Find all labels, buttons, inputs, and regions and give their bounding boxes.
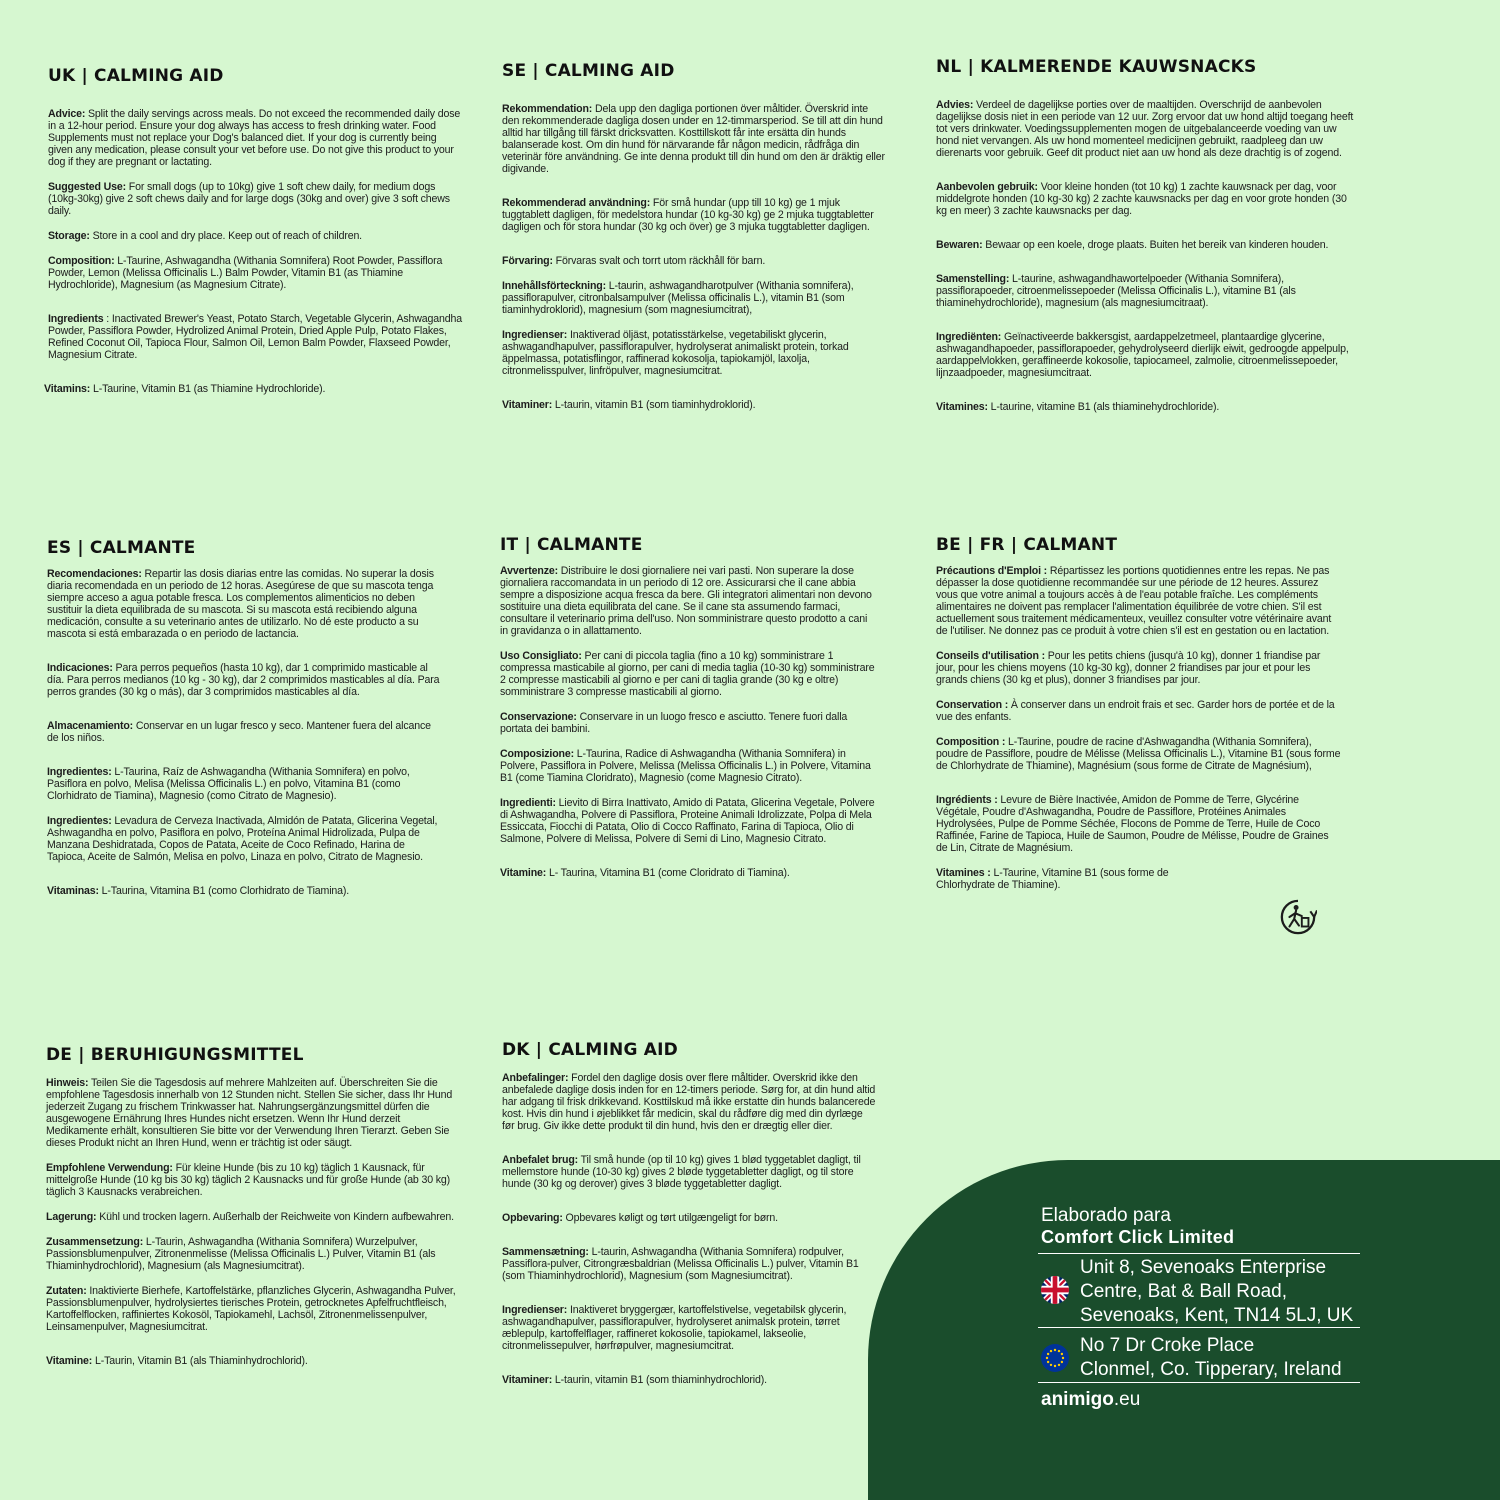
info-vitamins: Vitaminer: L-taurin, vitamin B1 (som tiaminhydroklorid). xyxy=(502,399,756,411)
manufacturer-info-box xyxy=(868,1160,1500,1500)
info-ingredients: Ingredientes: Levadura de Cerveza Inactivada, Almidón de Patata, Glicerina Vegetal, Ashwagandha en polvo, Pasiflora en polvo, Proteína Animal Hidrolizada, Pulpa de Manzana Deshidratada, Copos de Patata, Aceite de Coco Refinado, Harina de Tapioca, Aceite de Salmón, Melisa en polvo, Linaza en polvo, Citrato de Magnesio. xyxy=(47,815,438,863)
divider xyxy=(1038,1253,1360,1254)
info-recommendation: Recomendaciones: Repartir las dosis diarias entre las comidas. No superar la dosis diaria recomendada en un periodo de 12 horas. Asegúrese de que su mascota tenga siempre acceso a agua potable fresca. Los complementos alimenticios no deben sustituir la dieta equilibrada de su mascota. Si su mascota está recibiendo alguna medicación, consulte a su veterinario antes de utilizarlo. No dé este producto a su mascota si está embarazada o en periodo de lactancia. xyxy=(47,568,434,640)
panel-it xyxy=(500,535,875,892)
info-vitamins: Vitamines: L-taurine, vitamine B1 (als thiaminehydrochloride). xyxy=(936,401,1220,413)
panel-title: UK | CALMING AID xyxy=(48,66,224,86)
info-suggested-use: Aanbevolen gebruik: Voor kleine honden (tot 10 kg) 1 zachte kauwsnack per dag, voor middelgrote honden (10 kg-30 kg) 2 zachte kauwsnacks per dag en voor grote honden (30 kg en meer) 3 zachte kauwsnacks per dag. xyxy=(936,181,1347,217)
info-advice: Advies: Verdeel de dagelijkse porties over de maaltijden. Overschrijd de aanbevolen dagelijkse dosis niet in een periode van 12 uur. Zorg ervoor dat uw hond altijd toegang heeft tot vers drinkwater. Voedingssupplementen mogen de uitgebalanceerde voeding van uw hond niet vervangen. Als uw hond momenteel medicijnen gebruikt, raadpleeg dan uw dierenarts voor gebruik. Geef dit product niet aan uw hond als deze drachtig is of zogend. xyxy=(936,99,1354,159)
info-ingredients: Ingredients : Inactivated Brewer's Yeast, Potato Starch, Vegetable Glycerin, Ashwagandha Powder, Passiflora Powder, Hydrolized Animal Protein, Dried Apple Pulp, Potato Flakes, Refined Coconut Oil, Tapioca Flour, Salmon Oil, Lemon Balm Powder, Flaxseed Powder, Magnesium Citrate. xyxy=(48,313,462,361)
info-ingredients: Ingrediënten: Geïnactiveerde bakkersgist, aardappelzetmeel, plantaardige glycerine, ashwagandhapoeder, passiflorapoeder, gehydrolyseerd dierlijk eiwit, gedroogde appelpulp, aardappelvlokken, geraffineerde kokosolie, tapiocameel, zalmolie, citroenmelissepoeder, lijnzaadpoeder, magnesiumcitraat. xyxy=(936,331,1349,379)
info-composition: Ingredientes: L-Taurina, Raíz de Ashwagandha (Withania Somnifera) en polvo, Pasiflora en polvo, Melisa (Melissa Officinalis L.) en polvo, Vitamina B1 (como Clorhidrato de Tiamina), Magnesio (como Citrato de Magnesio). xyxy=(47,766,410,802)
info-advice: Anbefalinger: Fordel den daglige dosis over flere måltider. Overskrid ikke den anbefalede daglige dosis inden for en 12-timers periode. Sørg for, at din hund altid har adgang til frisk drikkevand. Kosttilskud må ikke erstatte din hunds balancerede kost. Hvis din hund i øjeblikket får medicin, skal du rådføre dig med din dyrlæge før brug. Giv ikke dette produkt til din hund, hvis den er drægtig eller dier. xyxy=(502,1072,876,1132)
info-storage: Storage: Store in a cool and dry place. Keep out of reach of children. xyxy=(48,230,362,242)
info-advice: Advice: Split the daily servings across meals. Do not exceed the recommended daily dose in a 12-hour period. Ensure your dog always has access to fresh drinking water. Food Supplements must not replace your Dog's balanced diet. If your dog is currently being given any medication, please consult your vet before use. Do not give this product to your dog if they are pregnant or lactating. xyxy=(48,108,461,168)
address-line: Unit 8, Sevenoaks Enterprise xyxy=(1080,1257,1327,1278)
divider xyxy=(1038,1382,1360,1383)
info-suggested-use: Indicaciones: Para perros pequeños (hasta 10 kg), dar 1 comprimido masticable al día. Para perros medianos (10 kg - 30 kg), dar 2 comprimidos masticables al día. Para perros grandes (30 kg o más), dar 3 comprimidos masticables al día. xyxy=(47,662,440,698)
panel-title: DK | CALMING AID xyxy=(502,1040,678,1060)
eu-address xyxy=(1080,1334,1342,1382)
info-composition: Innehållsförteckning: L-taurin, ashwagandharotpulver (Withania somnifera), passiflorapulver, citronbalsampulver (Melissa officinalis L.), vitamin B1 (som tiaminhydroklorid), magnesium (som magnesiumcitrat), xyxy=(502,280,854,316)
info-vitamins: Vitamine: L- Taurina, Vitamina B1 (come Cloridrato di Tiamina). xyxy=(500,867,790,879)
info-vitamins: Vitamins: L-Taurine, Vitamin B1 (as Thiamine Hydrochloride). xyxy=(44,383,326,395)
address-line: No 7 Dr Croke Place xyxy=(1080,1335,1255,1356)
panel-de xyxy=(46,1045,456,1380)
info-advice: Hinweis: Teilen Sie die Tagesdosis auf mehrere Mahlzeiten auf. Überschreiten Sie die empfohlene Tagesdosis innerhalb von 12 Stunden nicht. Stellen Sie sicher, dass Ihr Hund jederzeit Zugang zu frischem Trinkwasser hat. Nahrungsergänzungsmittel dürfen die ausgewogene Ernährung Ihres Hundes nicht ersetzen. Wenn Ihr Hund derzeit Medikamente erhält, konsultieren Sie bitte vor der Verwendung Ihren Tierarzt. Geben Sie dieses Produkt nicht an Ihren Hund, wenn er trächtig ist oder säugt. xyxy=(46,1077,453,1149)
info-vitamins: Vitaminer: L-taurin, vitamin B1 (som thiaminhydrochlorid). xyxy=(502,1374,767,1386)
info-storage: Conservazione: Conservare in un luogo fresco e asciutto. Tenere fuori dalla portata dei bambini. xyxy=(500,711,848,735)
eu-flag-icon xyxy=(1041,1344,1069,1372)
address-line: Centre, Bat & Ball Road, xyxy=(1080,1281,1287,1302)
info-storage: Lagerung: Kühl und trocken lagern. Außerhalb der Reichweite von Kindern aufbewahren. xyxy=(46,1211,454,1223)
panel-se xyxy=(502,61,887,424)
panel-title: BE | FR | CALMANT xyxy=(936,535,1118,555)
panel-title: NL | KALMERENDE KAUWSNACKS xyxy=(936,57,1257,77)
uk-address xyxy=(1080,1256,1353,1328)
uk-flag-icon xyxy=(1041,1276,1069,1304)
company-name: Comfort Click Limited xyxy=(1041,1227,1235,1247)
info-storage: Förvaring: Förvaras svalt och torrt utom räckhåll för barn. xyxy=(502,255,766,267)
info-advice: Précautions d'Emploi : Répartissez les portions quotidiennes entre les repas. Ne pas dépasser la dose quotidienne recommandée sur une période de 12 heures. Assurez vous que votre animal a toujours accès à de l'eau potable fraîche. Les compléments alimentaires ne doivent pas remplacer l'alimentation équilibrée de votre chien. S'il est actuellement sous traitement médicamenteux, veuillez consulter votre vétérinaire avant de l'utiliser. Ne donnez pas ce produit à votre chien s'il est en gestation ou en lactation. xyxy=(936,565,1332,637)
info-suggested-use: Empfohlene Verwendung: Für kleine Hunde (bis zu 10 kg) täglich 1 Kausnack, für mittelgroße Hunde (10 kg bis 30 kg) täglich 2 Kausnacks und für große Hunde (ab 30 kg) täglich 3 Kausnacks verabreichen. xyxy=(46,1162,451,1198)
tidyman-recycle-icon xyxy=(1279,898,1317,936)
info-advice: Avvertenze: Distribuire le dosi giornaliere nei vari pasti. Non superare la dose giornaliera raccomandata in un periodo di 12 ore. Assicurarsi che il cane abbia sempre a disposizione acqua fresca da bere. Gli integratori alimentari non devono sostituire una dieta equilibrata del cane. Se il cane sta assumendo farmaci, consultare il veterinario prima dell'uso. Non somministrare questo prodotto a cani in gravidanza o in allattamento. xyxy=(500,565,872,637)
website-link[interactable]: animigo.eu xyxy=(1041,1389,1141,1410)
info-ingredients: Ingredienser: Inaktiverad öljäst, potatisstärkelse, vegetabiliskt glycerin, ashwagandhapulver, passiflorapulver, hydrolyserat animaliskt protein, torkad äppelmassa, potatisflingor, raffinerad kokosolja, tapiokamjöl, laxolja, citronmelisspulver, linfröpulver, magnesiumcitrat. xyxy=(502,329,849,377)
info-composition: Samenstelling: L-taurine, ashwagandhawortelpoeder (Withania Somnifera), passiflorapoeder, citroenmelissepoeder (Melissa Officinalis L.), vitamine B1 (als thiaminehydrochloride), magnesium (als magnesiumcitraat). xyxy=(936,273,1296,309)
panel-uk xyxy=(44,66,463,408)
info-composition: Sammensætning: L-taurin, Ashwagandha (Withania Somnifera) rodpulver, Passiflora-pulver, Citrongræsbaldrian (Melissa Officinalis L.) pulver, Vitamin B1 (som Thiaminhydrochlorid), Magnesium (som Magnesiumcitrat). xyxy=(502,1246,859,1282)
info-vitamins: Vitaminas: L-Taurina, Vitamina B1 (como Clorhidrato de Tiamina). xyxy=(47,885,350,897)
info-suggested-use: Anbefalet brug: Til små hunde (op til 10 kg) gives 1 blød tyggetablet dagligt, til mellemstore hunde (10-30 kg) gives 2 bløde tyggetabletter dagligt, og til store hunde (30 kg og derover) gives 3 bløde tyggetabletter dagligt. xyxy=(502,1154,861,1190)
info-ingredients: Ingredienser: Inaktiveret bryggergær, kartoffelstivelse, vegetabilsk glycerin, ashwagandhapulver, passiflorapulver, hydrolyseret animalsk protein, tørret æblepulp, kartoffelflager, raffineret kokosolie, tapiokamel, lakseolie, citronmelissepulver, hørfrøpulver, magnesiumcitrat. xyxy=(502,1304,847,1352)
panel-nl xyxy=(936,57,1356,426)
made-for-label: Elaborado para xyxy=(1041,1205,1171,1226)
info-composition: Composition : L-Taurine, poudre de racine d'Ashwagandha (Withania Somnifera), poudre de Passiflore, poudre de Mélisse (Melissa Officinalis L.), Vitamine B1 (sous forme de Chlorhydrate de Thiamine), Magnésium (sous forme de Citrate de Magnésium), xyxy=(936,736,1341,772)
address-line: Clonmel, Co. Tipperary, Ireland xyxy=(1080,1359,1342,1380)
info-ingredients: Ingrédients : Levure de Bière Inactivée, Amidon de Pomme de Terre, Glycérine Végétale, Poudre d'Ashwagandha, Poudre de Passiflore, Protéines Animales Hydrolysées, Pulpe de Pomme Séchée, Flocons de Pomme de Terre, Huile de Coco Raffinée, Farine de Tapioca, Huile de Saumon, Poudre de Mélisse, Poudre de Graines de Lin, Citrate de Magnésium. xyxy=(936,794,1329,854)
panel-be-fr xyxy=(936,535,1341,904)
info-suggested-use: Uso Consigliato: Per cani di piccola taglia (fino a 10 kg) somministrare 1 compressa masticabile al giorno, per cani di media taglia (10-30 kg) somministrare 2 compresse masticabili al giorno e per cani di taglia grande (30 kg e oltre) somministrare 3 compresse masticabili al giorno. xyxy=(500,650,875,698)
panel-title: ES | CALMANTE xyxy=(47,538,196,558)
info-vitamins: Vitamine: L-Taurin, Vitamin B1 (als Thiaminhydrochlorid). xyxy=(46,1355,308,1367)
panel-title: IT | CALMANTE xyxy=(500,535,643,555)
info-storage: Almacenamiento: Conservar en un lugar fresco y seco. Mantener fuera del alcance de los niños. xyxy=(47,720,431,744)
info-suggested-use: Suggested Use: For small dogs (up to 10kg) give 1 soft chew daily, for medium dogs (10kg-30kg) give 2 soft chews daily and for large dogs (30kg and over) give 3 soft chews daily. xyxy=(48,181,450,217)
info-suggested-use: Rekommenderad användning: För små hundar (upp till 10 kg) ge 1 mjuk tuggtablett dagligen, för medelstora hundar (10 kg-30 kg) ge 2 mjuka tuggtabletter dagligen och för stora hundar (30 kg och över) ge 3 mjuka tuggtabletter dagligen. xyxy=(502,197,874,233)
info-composition: Zusammensetzung: L-Taurin, Ashwagandha (Withania Somnifera) Wurzelpulver, Passionsblumenpulver, Zitronenmelisse (Melissa Officinalis L.) Pulver, Vitamin B1 (als Thiaminhydrochlorid), Magnesium (als Magnesiumcitrat). xyxy=(46,1236,436,1272)
panel-dk xyxy=(502,1040,877,1399)
address-line: Sevenoaks, Kent, TN14 5LJ, UK xyxy=(1080,1305,1354,1326)
divider xyxy=(1038,1327,1360,1328)
info-vitamins: Vitamines : L-Taurine, Vitamine B1 (sous forme de Chlorhydrate de Thiamine). xyxy=(936,867,1169,891)
info-storage: Bewaren: Bewaar op een koele, droge plaats. Buiten het bereik van kinderen houden. xyxy=(936,239,1329,251)
info-recommendation: Rekommendation: Dela upp den dagliga portionen över måltider. Överskrid inte den rekommenderade dagliga dosen under en 12-timmarsperiod. Se till att din hund alltid har tillgång till färskt dricksvatten. Kosttillskott får inte ersätta din hunds balanserade kost. Om din hund för närvarande får någon medicin, rådfråga din veterinär före användning. Ge inte denna produkt till din hund om den är dräktig eller digivande. xyxy=(502,103,885,175)
info-ingredients: Ingredienti: Lievito di Birra Inattivato, Amido di Patata, Glicerina Vegetale, Polvere di Ashwagandha, Polvere di Passiflora, Proteine Animali Idrolizzate, Polpa di Mela Essiccata, Fiocchi di Patata, Olio di Cocco Raffinato, Farina di Tapioca, Olio di Salmone, Polvere di Melissa, Polvere di Semi di Lino, Magnesio Citrato. xyxy=(500,797,875,845)
panel-es xyxy=(47,538,442,910)
info-storage: Opbevaring: Opbevares køligt og tørt utilgængeligt for børn. xyxy=(502,1212,778,1224)
info-composition: Composizione: L-Taurina, Radice di Ashwagandha (Withania Somnifera) in Polvere, Passiflora in Polvere, Melissa (Melissa Officinalis L.) in Polvere, Vitamina B1 (come Tiamina Cloridrato), Magnesio (come Magnesio Citrato). xyxy=(500,748,871,784)
info-storage: Conservation : À conserver dans un endroit frais et sec. Garder hors de portée et de la vue des enfants. xyxy=(936,699,1335,723)
info-ingredients: Zutaten: Inaktivierte Bierhefe, Kartoffelstärke, pflanzliches Glycerin, Ashwagandha Pulver, Passionsblumenpulver, hydrolysiertes tierisches Protein, getrocknetes Apfelfruchtfleisch, Kartoffelflocken, raffiniertes Kokosöl, Tapiokamehl, Lachsöl, Zitronenmelissenpulver, Leinsamenpulver, Magnesiumcitrat. xyxy=(46,1285,456,1333)
info-composition: Composition: L-Taurine, Ashwagandha (Withania Somnifera) Root Powder, Passiflora Powder, Lemon (Melissa Officinalis L.) Balm Powder, Vitamin B1 (as Thiamine Hydrochloride), Magnesium (as Magnesium Citrate). xyxy=(48,255,443,291)
panel-title: DE | BERUHIGUNGSMITTEL xyxy=(46,1045,304,1065)
panel-title: SE | CALMING AID xyxy=(502,61,675,81)
info-suggested-use: Conseils d'utilisation : Pour les petits chiens (jusqu'à 10 kg), donner 1 friandise par jour, pour les chiens moyens (10 kg-30 kg), donner 2 friandises par jour et pour les grands chiens (30 kg et plus), donner 3 friandises par jour. xyxy=(936,650,1321,686)
